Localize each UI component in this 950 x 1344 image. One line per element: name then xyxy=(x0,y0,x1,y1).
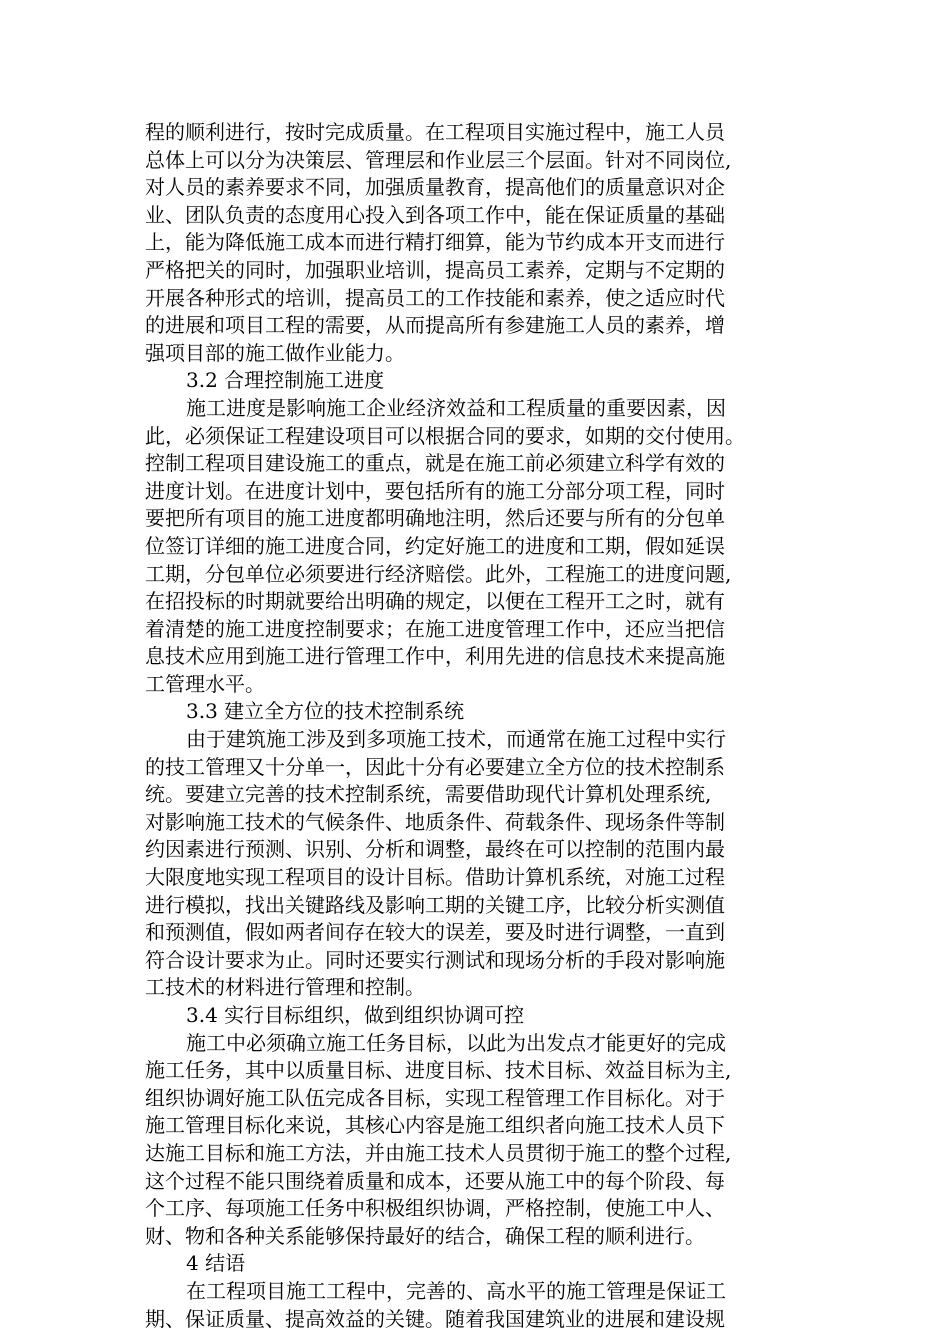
text-line: 统。要建立完善的技术控制系统，需要借助现代计算机处理系统, xyxy=(145,782,712,807)
text-line: 进度计划。在进度计划中，要包括所有的施工分部分项工程，同时 xyxy=(145,478,725,503)
text-line: 施工任务，其中以质量目标、进度目标、技术目标、效益目标为主, xyxy=(145,1058,732,1083)
text-line: 要把所有项目的施工进度都明确地注明，然后还要与所有的分包单 xyxy=(145,506,725,531)
paragraph-first-line: 施工中必须确立施工任务目标，以此为出发点才能更好的完成 xyxy=(186,1030,726,1055)
text-line: 期、保证质量、提高效益的关键。随着我国建筑业的进展和建设规 xyxy=(145,1306,725,1331)
text-line: 严格把关的同时，加强职业培训，提高员工素养，定期与不定期的 xyxy=(145,257,725,282)
text-line: 对人员的素养要求不同，加强质量教育，提高他们的质量意识对企 xyxy=(145,175,725,200)
paragraph-first-line: 4 结语 xyxy=(186,1251,246,1276)
text-line: 强项目部的施工做作业能力。 xyxy=(145,340,405,365)
paragraph-first-line: 由于建筑施工涉及到多项施工技术，而通常在施工过程中实行 xyxy=(186,727,726,752)
text-line: 业、团队负责的态度用心投入到各项工作中，能在保证质量的基础 xyxy=(145,202,725,227)
paragraph-first-line: 3.3 建立全方位的技术控制系统 xyxy=(186,699,465,724)
text-line: 施工管理目标化来说，其核心内容是施工组织者向施工技术人员下 xyxy=(145,1113,725,1138)
text-line: 工期，分包单位必须要进行经济赔偿。此外，工程施工的进度问题, xyxy=(145,561,732,586)
text-line: 的进展和项目工程的需要，从而提高所有参建施工人员的素养，增 xyxy=(145,313,725,338)
text-line: 的技工管理又十分单一，因此十分有必要建立全方位的技术控制系 xyxy=(145,754,725,779)
text-line: 符合设计要求为止。同时还要实行测试和现场分析的手段对影响施 xyxy=(145,947,725,972)
text-line: 和预测值，假如两者间存在较大的误差，要及时进行调整，一直到 xyxy=(145,920,725,945)
text-line: 工管理水平。 xyxy=(145,671,265,696)
text-line: 达施工目标和施工方法，并由施工技术人员贯彻于施工的整个过程, xyxy=(145,1140,732,1165)
paragraph-first-line: 3.4 实行目标组织，做到组织协调可控 xyxy=(186,1003,525,1027)
text-line: 个工序、每项施工任务中积极组织协调，严格控制，使施工中人、 xyxy=(145,1196,725,1221)
text-line: 财、物和各种关系能够保持最好的结合，确保工程的顺利进行。 xyxy=(145,1223,705,1248)
text-line: 位签订详细的施工进度合同，约定好施工的进度和工期，假如延误 xyxy=(145,533,725,558)
text-line: 上，能为降低施工成本而进行精打细算，能为节约成本开支而进行 xyxy=(145,230,725,255)
text-line: 在招投标的时期就要给出明确的规定，以便在工程开工之时，就有 xyxy=(145,589,725,614)
text-line: 大限度地实现工程项目的设计目标。借助计算机系统，对施工过程 xyxy=(145,865,725,890)
text-line: 进行模拟，找出关键路线及影响工期的关键工序，比较分析实测值 xyxy=(145,892,725,917)
text-line: 约因素进行预测、识别、分析和调整，最终在可以控制的范围内最 xyxy=(145,837,725,862)
text-line: 息技术应用到施工进行管理工作中，利用先进的信息技术来提高施 xyxy=(145,644,725,669)
text-line: 程的顺利进行，按时完成质量。在工程项目实施过程中，施工人员 xyxy=(145,120,725,144)
text-line: 开展各种形式的培训，提高员工的工作技能和素养，使之适应时代 xyxy=(145,285,725,310)
text-line: 对影响施工技术的气候条件、地质条件、荷载条件、现场条件等制 xyxy=(145,809,725,834)
paragraph-first-line: 3.2 合理控制施工进度 xyxy=(186,368,385,393)
paragraph-first-line: 施工进度是影响施工企业经济效益和工程质量的重要因素，因 xyxy=(186,395,726,420)
body-text xyxy=(145,119,810,1333)
text-line: 总体上可以分为决策层、管理层和作业层三个层面。针对不同岗位, xyxy=(145,147,732,172)
text-line: 控制工程项目建设施工的重点，就是在施工前必须建立科学有效的 xyxy=(145,451,725,476)
text-line: 组织协调好施工队伍完成各目标，实现工程管理工作目标化。对于 xyxy=(145,1085,725,1110)
text-line: 此，必须保证工程建设项目可以根据合同的要求，如期的交付使用。 xyxy=(145,423,745,448)
text-line: 着清楚的施工进度控制要求；在施工进度管理工作中，还应当把信 xyxy=(145,616,725,641)
text-line: 工技术的材料进行管理和控制。 xyxy=(145,975,425,1000)
paragraph-first-line: 在工程项目施工工程中，完善的、高水平的施工管理是保证工 xyxy=(186,1278,726,1303)
text-line: 这个过程不能只围绕着质量和成本，还要从施工中的每个阶段、每 xyxy=(145,1168,725,1193)
